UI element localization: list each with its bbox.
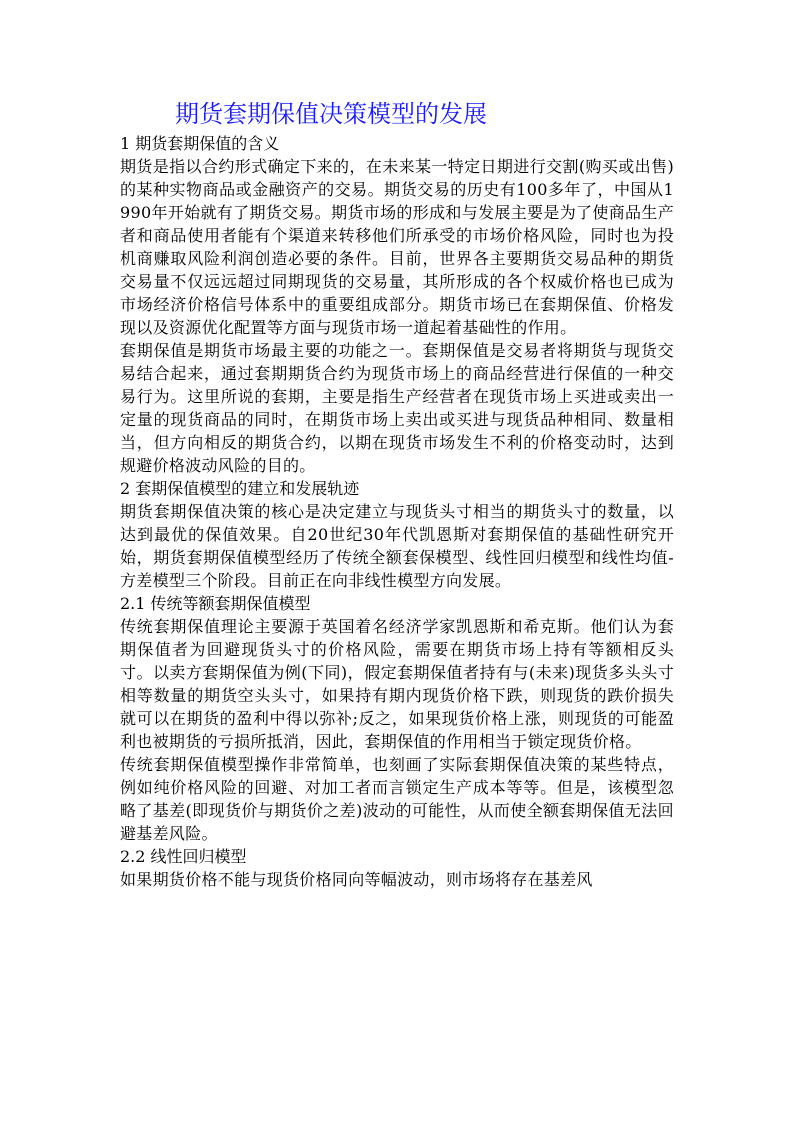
section-heading-2: 2 套期保值模型的建立和发展轨迹 [120, 479, 360, 498]
paragraph-futures-definition: 期货是指以合约形式确定下来的，在未来某一特定日期进行交割(购买或出售)的某种实物商品或金融资产的交易。期货交易的历史有100多年了，中国从1990年开始就有了期货交易。期货市场的形成和与发展主要是为了使商品生产者和商品使用者能有个渠道来转移他们所承受的市场价格风险，同时也为投机商赚取风险利润创造必要的条件。目前，世界各主要期货交易品种的期货交易量不仅远远超过同期现货的交易量，其所形成的各个权威价格也已成为市场经济价格信号体系中的重要组成部分。期货市场已在套期保值、价格发现以及资源优化配置等方面与现货市场一道起着基础性的作用。 [120, 157, 674, 337]
document-page [120, 96, 674, 891]
paragraph-model-evolution: 期货套期保值决策的核心是决定建立与现货头寸相当的期货头寸的数量，以达到最优的保值效果。自20世纪30年代凯恩斯对套期保值的基础性研究开始，期货套期保值模型经历了传统全额套保模型、线性回归模型和线性均值-方差模型三个阶段。目前正在向非线性模型方向发展。 [120, 502, 674, 590]
paragraph-traditional-theory: 传统套期保值理论主要源于英国着名经济学家凯恩斯和希克斯。他们认为套期保值者为回避现货头寸的价格风险，需要在期货市场上持有等额相反头寸。以卖方套期保值为例(下同)，假定套期保值者持有与(未来)现货多头头寸相等数量的期货空头头寸，如果持有期内现货价格下跌，则现货的跌价损失就可以在期货的盈利中得以弥补;反之，如果现货价格上涨，则现货的可能盈利也被期货的亏损所抵消，因此，套期保值的作用相当于锁定现货价格。 [120, 617, 674, 751]
section-heading-1: 1 期货套期保值的含义 [120, 134, 280, 153]
paragraph-linear-regression: 如果期货价格不能与现货价格同向等幅波动，则市场将存在基差风 [120, 870, 593, 889]
paragraph-hedging-definition: 套期保值是期货市场最主要的功能之一。套期保值是交易者将期货与现货交易结合起来，通过套期期货合约为现货市场上的商品经营进行保值的一种交易行为。这里所说的套期，主要是指生产经营者在现货市场上买进或卖出一定量的现货商品的同时，在期货市场上卖出或买进与现货品种相同、数量相当，但方向相反的期货合约，以期在现货市场发生不利的价格变动时，达到规避价格波动风险的目的。 [120, 341, 674, 475]
section-heading-2-1: 2.1 传统等额套期保值模型 [120, 594, 311, 613]
paragraph-traditional-limits: 传统套期保值模型操作非常简单，也刻画了实际套期保值决策的某些特点，例如纯价格风险的回避、对加工者而言锁定生产成本等等。但是，该模型忽略了基差(即现货价与期货价之差)波动的可能性，从而使全额套期保值无法回避基差风险。 [120, 755, 674, 843]
page-title: 期货套期保值决策模型的发展 [175, 100, 487, 128]
section-heading-2-2: 2.2 线性回归模型 [120, 847, 247, 866]
